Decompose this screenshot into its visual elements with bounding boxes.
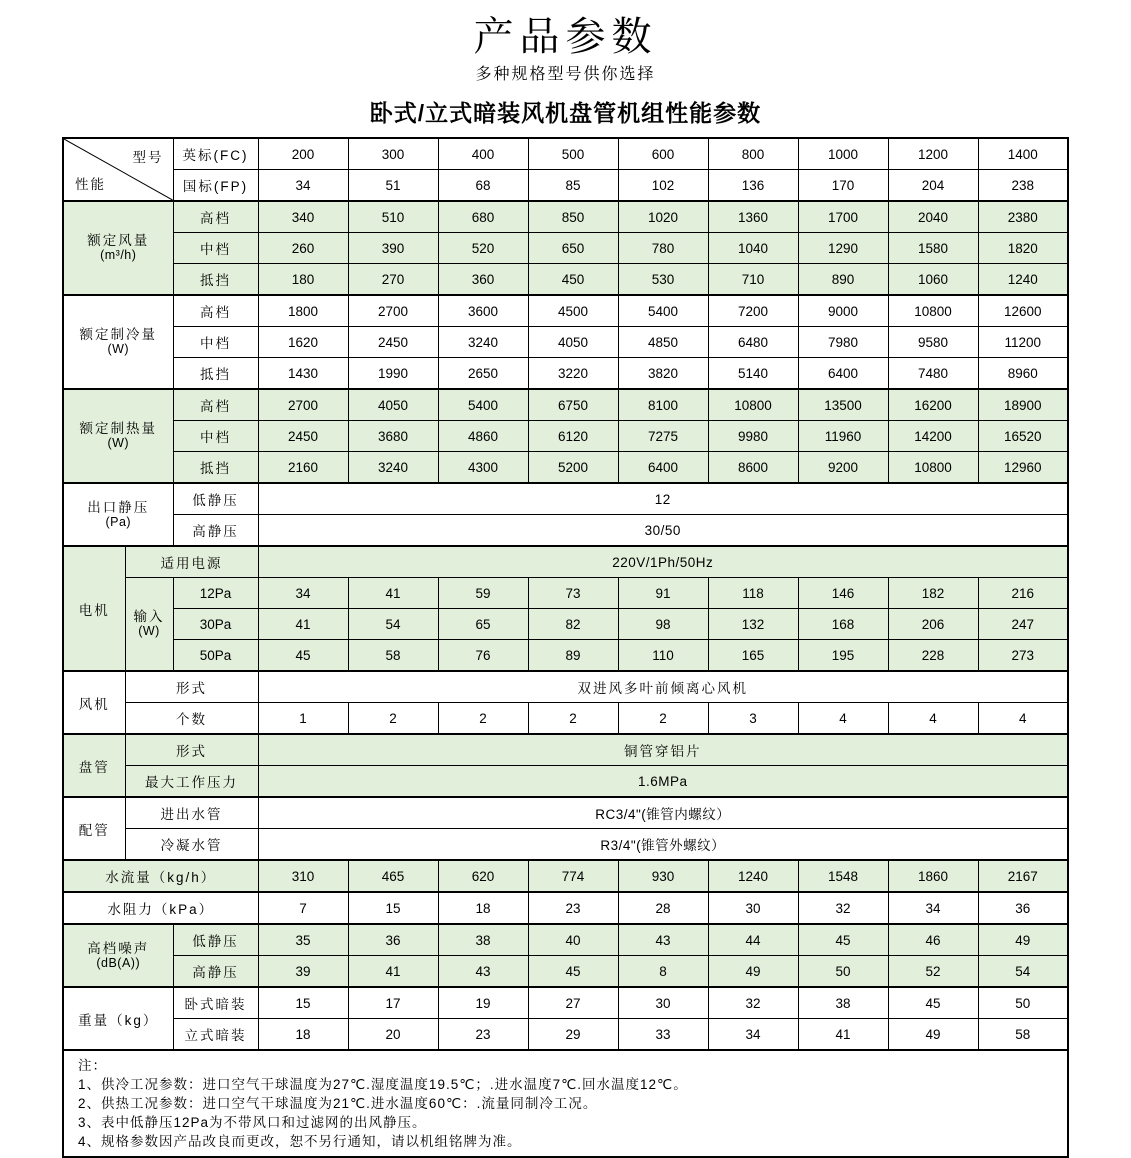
- data-cell: 35: [258, 924, 348, 956]
- group-label-heating: [63, 389, 173, 483]
- data-cell: 3820: [618, 358, 708, 390]
- data-cell: 500: [528, 138, 618, 170]
- note-line: 3、表中低静压12Pa为不带风口和过滤网的出风静压。: [78, 1115, 427, 1130]
- data-cell: 1060: [888, 264, 978, 296]
- data-cell: 1620: [258, 327, 348, 358]
- data-cell: 4850: [618, 327, 708, 358]
- data-cell: 390: [348, 233, 438, 264]
- sub-label-high: 高档: [173, 295, 258, 327]
- data-cell: 68: [438, 170, 528, 202]
- motor-power-row: [63, 546, 1068, 578]
- data-cell: 45: [798, 924, 888, 956]
- data-cell: 34: [258, 170, 348, 202]
- data-cell: 170: [798, 170, 888, 202]
- group-label-unit: (m³/h): [100, 248, 137, 262]
- merged-value-cell: 双进风多叶前倾离心风机: [258, 671, 1068, 703]
- data-cell: 206: [888, 609, 978, 640]
- data-cell: 118: [708, 578, 798, 609]
- data-cell: 51: [348, 170, 438, 202]
- data-cell: 58: [978, 1019, 1068, 1051]
- data-cell: 780: [618, 233, 708, 264]
- data-cell: 1800: [258, 295, 348, 327]
- airflow-low-row: [63, 264, 1068, 296]
- data-cell: 3680: [348, 421, 438, 452]
- data-cell: 15: [258, 987, 348, 1019]
- fan-type-row: [63, 671, 1068, 703]
- data-cell: 273: [978, 640, 1068, 672]
- data-cell: 2700: [348, 295, 438, 327]
- data-cell: 7480: [888, 358, 978, 390]
- airflow-mid-row: [63, 233, 1068, 264]
- data-cell: 36: [348, 924, 438, 956]
- data-cell: 41: [258, 609, 348, 640]
- esp-high-row: [63, 515, 1068, 547]
- merged-value-cell: RC3/4"(锥管内螺纹）: [258, 797, 1068, 829]
- group-label-unit: (Pa): [105, 514, 132, 529]
- data-cell: 1580: [888, 233, 978, 264]
- data-cell: 13500: [798, 389, 888, 421]
- data-cell: 40: [528, 924, 618, 956]
- sub-label-30pa: 30Pa: [173, 609, 258, 640]
- data-cell: 340: [258, 201, 348, 233]
- cooling-high-row: [63, 295, 1068, 327]
- data-cell: 8600: [708, 452, 798, 484]
- data-cell: 400: [438, 138, 528, 170]
- title-block: [0, 0, 1131, 128]
- data-cell: 680: [438, 201, 528, 233]
- data-cell: 85: [528, 170, 618, 202]
- data-cell: 39: [258, 956, 348, 988]
- data-cell: 102: [618, 170, 708, 202]
- data-cell: 2450: [348, 327, 438, 358]
- data-cell: 16200: [888, 389, 978, 421]
- data-cell: 34: [258, 578, 348, 609]
- data-cell: 38: [438, 924, 528, 956]
- data-cell: 10800: [888, 295, 978, 327]
- corner-performance-label: 性能: [75, 177, 106, 192]
- row-label-en-standard: 英标(FC): [173, 138, 258, 170]
- data-cell: 2: [528, 703, 618, 735]
- group-label-text: 额定制热量: [79, 421, 157, 436]
- data-cell: 7980: [798, 327, 888, 358]
- page-subtitle: 多种规格型号供你选择: [475, 66, 656, 83]
- cooling-mid-row: [63, 327, 1068, 358]
- merged-value-cell: 12: [258, 483, 1068, 515]
- data-cell: 930: [618, 860, 708, 892]
- resist-row: [63, 892, 1068, 924]
- sub-label-low-static: 低静压: [173, 924, 258, 956]
- data-cell: 6400: [798, 358, 888, 390]
- data-cell: 800: [708, 138, 798, 170]
- merged-value-cell: 220V/1Ph/50Hz: [258, 546, 1068, 578]
- data-cell: 195: [798, 640, 888, 672]
- group-label-coil: 盘管: [63, 734, 125, 797]
- noise-low-row: [63, 924, 1068, 956]
- esp-low-row: [63, 483, 1068, 515]
- data-cell: 38: [798, 987, 888, 1019]
- data-cell: 890: [798, 264, 888, 296]
- data-cell: 620: [438, 860, 528, 892]
- piping-inout-row: [63, 797, 1068, 829]
- row-label-cn-standard: 国标(FP): [173, 170, 258, 202]
- group-label-motor: 电机: [63, 546, 125, 671]
- data-cell: 7: [258, 892, 348, 924]
- data-cell: 136: [708, 170, 798, 202]
- sub-label-power-supply: 适用电源: [125, 546, 258, 578]
- data-cell: 1548: [798, 860, 888, 892]
- data-cell: 4: [888, 703, 978, 735]
- data-cell: 1200: [888, 138, 978, 170]
- sub-label-vertical-concealed: 立式暗装: [173, 1019, 258, 1051]
- data-cell: 6120: [528, 421, 618, 452]
- data-cell: 27: [528, 987, 618, 1019]
- data-cell: 2: [438, 703, 528, 735]
- data-cell: 2: [618, 703, 708, 735]
- data-cell: 1820: [978, 233, 1068, 264]
- group-label-weight: 重量（kg）: [63, 987, 173, 1050]
- piping-drain-row: [63, 829, 1068, 861]
- page-title: 产品参数: [473, 15, 658, 59]
- data-cell: 59: [438, 578, 528, 609]
- corner-model-label: 型号: [132, 150, 164, 165]
- data-cell: 530: [618, 264, 708, 296]
- airflow-high-row: [63, 201, 1068, 233]
- sub-label-unit: (W): [138, 624, 160, 638]
- sub-label-count: 个数: [125, 703, 258, 735]
- weight-horizontal-row: [63, 987, 1068, 1019]
- data-cell: 3600: [438, 295, 528, 327]
- data-cell: 5400: [438, 389, 528, 421]
- data-cell: 3220: [528, 358, 618, 390]
- data-cell: 49: [888, 1019, 978, 1051]
- data-cell: 2380: [978, 201, 1068, 233]
- data-cell: 36: [978, 892, 1068, 924]
- group-label-cooling: [63, 295, 173, 389]
- sub-label-inout-pipe: 进出水管: [125, 797, 258, 829]
- fan-count-row: [63, 703, 1068, 735]
- data-cell: 1990: [348, 358, 438, 390]
- data-cell: 1240: [708, 860, 798, 892]
- data-cell: 168: [798, 609, 888, 640]
- data-cell: 360: [438, 264, 528, 296]
- merged-value-cell: 1.6MPa: [258, 766, 1068, 798]
- data-cell: 41: [348, 578, 438, 609]
- data-cell: 45: [528, 956, 618, 988]
- data-cell: 11960: [798, 421, 888, 452]
- sub-label-drain-pipe: 冷凝水管: [125, 829, 258, 861]
- note-line: 2、供热工况参数：进口空气干球温度为21℃.进水温度60℃：.流量同制冷工况。: [78, 1096, 598, 1111]
- group-label-fan: 风机: [63, 671, 125, 734]
- data-cell: 10800: [708, 389, 798, 421]
- data-cell: 4500: [528, 295, 618, 327]
- notes-title: 注：: [78, 1058, 107, 1073]
- motor-input-12pa-row: [63, 578, 1068, 609]
- data-cell: 98: [618, 609, 708, 640]
- data-cell: 4: [978, 703, 1068, 735]
- data-cell: 182: [888, 578, 978, 609]
- data-cell: 2167: [978, 860, 1068, 892]
- sub-label-max-pressure: 最大工作压力: [125, 766, 258, 798]
- data-cell: 1700: [798, 201, 888, 233]
- data-cell: 310: [258, 860, 348, 892]
- noise-high-row: [63, 956, 1068, 988]
- data-cell: 300: [348, 138, 438, 170]
- sub-label-type: 形式: [125, 671, 258, 703]
- data-cell: 520: [438, 233, 528, 264]
- note-line: 4、规格参数因产品改良而更改，恕不另行通知，请以机组铭牌为准。: [78, 1134, 522, 1149]
- sub-label-mid: 中档: [173, 327, 258, 358]
- data-cell: 46: [888, 924, 978, 956]
- group-label-noise: [63, 924, 173, 987]
- row-label-water-flow: 水流量（kg/h）: [63, 860, 258, 892]
- data-cell: 4300: [438, 452, 528, 484]
- data-cell: 1360: [708, 201, 798, 233]
- data-cell: 52: [888, 956, 978, 988]
- sub-label-50pa: 50Pa: [173, 640, 258, 672]
- sub-label-horizontal-concealed: 卧式暗装: [173, 987, 258, 1019]
- data-cell: 11200: [978, 327, 1068, 358]
- group-label-unit: (W): [107, 436, 130, 450]
- group-label-piping: 配管: [63, 797, 125, 860]
- data-cell: 44: [708, 924, 798, 956]
- data-cell: 200: [258, 138, 348, 170]
- data-cell: 41: [798, 1019, 888, 1051]
- merged-value-cell: 30/50: [258, 515, 1068, 547]
- data-cell: 1860: [888, 860, 978, 892]
- data-cell: 20: [348, 1019, 438, 1051]
- data-cell: 76: [438, 640, 528, 672]
- sub-label-text: 输入: [133, 609, 165, 624]
- data-cell: 32: [798, 892, 888, 924]
- data-cell: 5140: [708, 358, 798, 390]
- data-cell: 132: [708, 609, 798, 640]
- data-cell: 33: [618, 1019, 708, 1051]
- sub-label-type: 形式: [125, 734, 258, 766]
- data-cell: 54: [348, 609, 438, 640]
- data-cell: 14200: [888, 421, 978, 452]
- data-cell: 7275: [618, 421, 708, 452]
- data-cell: 204: [888, 170, 978, 202]
- data-cell: 774: [528, 860, 618, 892]
- spec-table: [62, 137, 1069, 1158]
- header-row-cn: [63, 170, 1068, 202]
- sub-label-low: 抵挡: [173, 358, 258, 390]
- merged-value-cell: R3/4"(锥管外螺纹）: [258, 829, 1068, 861]
- data-cell: 4050: [528, 327, 618, 358]
- data-cell: 3240: [438, 327, 528, 358]
- data-cell: 1290: [798, 233, 888, 264]
- data-cell: 228: [888, 640, 978, 672]
- data-cell: 260: [258, 233, 348, 264]
- data-cell: 146: [798, 578, 888, 609]
- data-cell: 17: [348, 987, 438, 1019]
- sub-label-high: 高档: [173, 201, 258, 233]
- data-cell: 12960: [978, 452, 1068, 484]
- data-cell: 28: [618, 892, 708, 924]
- data-cell: 12600: [978, 295, 1068, 327]
- sub-label-12pa: 12Pa: [173, 578, 258, 609]
- data-cell: 82: [528, 609, 618, 640]
- data-cell: 89: [528, 640, 618, 672]
- data-cell: 6480: [708, 327, 798, 358]
- motor-input-50pa-row: [63, 640, 1068, 672]
- sub-label-low-static: 低静压: [173, 483, 258, 515]
- data-cell: 15: [348, 892, 438, 924]
- group-label-esp: [63, 483, 173, 546]
- data-cell: 1020: [618, 201, 708, 233]
- group-label-text: 额定风量: [87, 233, 150, 248]
- sub-label-mid: 中档: [173, 421, 258, 452]
- notes-row: [63, 1050, 1068, 1157]
- data-cell: 510: [348, 201, 438, 233]
- data-cell: 2040: [888, 201, 978, 233]
- data-cell: 2650: [438, 358, 528, 390]
- data-cell: 180: [258, 264, 348, 296]
- data-cell: 8: [618, 956, 708, 988]
- table-title: 卧式/立式暗装风机盘管机组性能参数: [369, 100, 762, 126]
- data-cell: 41: [348, 956, 438, 988]
- data-cell: 238: [978, 170, 1068, 202]
- header-row-en: [63, 138, 1068, 170]
- data-cell: 247: [978, 609, 1068, 640]
- data-cell: 65: [438, 609, 528, 640]
- group-label-airflow: [63, 201, 173, 295]
- data-cell: 2160: [258, 452, 348, 484]
- cooling-low-row: [63, 358, 1068, 390]
- corner-cell: [63, 138, 173, 201]
- data-cell: 710: [708, 264, 798, 296]
- data-cell: 9000: [798, 295, 888, 327]
- data-cell: 73: [528, 578, 618, 609]
- data-cell: 19: [438, 987, 528, 1019]
- data-cell: 23: [528, 892, 618, 924]
- data-cell: 600: [618, 138, 708, 170]
- data-cell: 29: [528, 1019, 618, 1051]
- motor-input-30pa-row: [63, 609, 1068, 640]
- data-cell: 49: [978, 924, 1068, 956]
- data-cell: 58: [348, 640, 438, 672]
- sub-label-high-static: 高静压: [173, 515, 258, 547]
- data-cell: 18: [258, 1019, 348, 1051]
- data-cell: 4860: [438, 421, 528, 452]
- data-cell: 34: [708, 1019, 798, 1051]
- data-cell: 5400: [618, 295, 708, 327]
- data-cell: 850: [528, 201, 618, 233]
- data-cell: 54: [978, 956, 1068, 988]
- weight-vertical-row: [63, 1019, 1068, 1051]
- data-cell: 50: [978, 987, 1068, 1019]
- data-cell: 450: [528, 264, 618, 296]
- data-cell: 3240: [348, 452, 438, 484]
- notes-block: [63, 1050, 1068, 1157]
- data-cell: 2450: [258, 421, 348, 452]
- group-label-text: 额定制冷量: [79, 327, 157, 342]
- merged-value-cell: 铜管穿铝片: [258, 734, 1068, 766]
- data-cell: 45: [888, 987, 978, 1019]
- data-cell: 10800: [888, 452, 978, 484]
- data-cell: 5200: [528, 452, 618, 484]
- sub-label-input: [125, 578, 173, 672]
- data-cell: 7200: [708, 295, 798, 327]
- coil-type-row: [63, 734, 1068, 766]
- data-cell: 9200: [798, 452, 888, 484]
- data-cell: 9580: [888, 327, 978, 358]
- data-cell: 1040: [708, 233, 798, 264]
- data-cell: 2700: [258, 389, 348, 421]
- sub-label-high-static: 高静压: [173, 956, 258, 988]
- coil-pressure-row: [63, 766, 1068, 798]
- flow-row: [63, 860, 1068, 892]
- data-cell: 6400: [618, 452, 708, 484]
- data-cell: 8100: [618, 389, 708, 421]
- data-cell: 650: [528, 233, 618, 264]
- data-cell: 8960: [978, 358, 1068, 390]
- data-cell: 4050: [348, 389, 438, 421]
- data-cell: 110: [618, 640, 708, 672]
- note-line: 1、供冷工况参数：进口空气干球温度为27℃.湿度温度19.5℃；.进水温度7℃.回水温度12℃。: [78, 1077, 688, 1092]
- data-cell: 18900: [978, 389, 1068, 421]
- data-cell: 216: [978, 578, 1068, 609]
- sub-label-low: 抵挡: [173, 452, 258, 484]
- data-cell: 91: [618, 578, 708, 609]
- group-label-unit: (dB(A)): [96, 955, 141, 970]
- data-cell: 165: [708, 640, 798, 672]
- data-cell: 32: [708, 987, 798, 1019]
- data-cell: 30: [708, 892, 798, 924]
- data-cell: 34: [888, 892, 978, 924]
- group-label-text: 高档噪声: [87, 940, 150, 956]
- data-cell: 43: [438, 956, 528, 988]
- data-cell: 270: [348, 264, 438, 296]
- data-cell: 30: [618, 987, 708, 1019]
- heating-mid-row: [63, 421, 1068, 452]
- data-cell: 6750: [528, 389, 618, 421]
- data-cell: 9980: [708, 421, 798, 452]
- heating-high-row: [63, 389, 1068, 421]
- group-label-unit: (W): [107, 342, 130, 356]
- data-cell: 23: [438, 1019, 528, 1051]
- data-cell: 1240: [978, 264, 1068, 296]
- data-cell: 4: [798, 703, 888, 735]
- data-cell: 16520: [978, 421, 1068, 452]
- data-cell: 45: [258, 640, 348, 672]
- sub-label-mid: 中档: [173, 233, 258, 264]
- data-cell: 43: [618, 924, 708, 956]
- data-cell: 1430: [258, 358, 348, 390]
- group-label-text: 出口静压: [87, 499, 150, 515]
- data-cell: 1400: [978, 138, 1068, 170]
- sub-label-high: 高档: [173, 389, 258, 421]
- data-cell: 18: [438, 892, 528, 924]
- row-label-water-resistance: 水阻力（kPa）: [63, 892, 258, 924]
- data-cell: 49: [708, 956, 798, 988]
- data-cell: 50: [798, 956, 888, 988]
- data-cell: 1: [258, 703, 348, 735]
- data-cell: 465: [348, 860, 438, 892]
- heating-low-row: [63, 452, 1068, 484]
- data-cell: 3: [708, 703, 798, 735]
- data-cell: 1000: [798, 138, 888, 170]
- sub-label-low: 抵挡: [173, 264, 258, 296]
- data-cell: 2: [348, 703, 438, 735]
